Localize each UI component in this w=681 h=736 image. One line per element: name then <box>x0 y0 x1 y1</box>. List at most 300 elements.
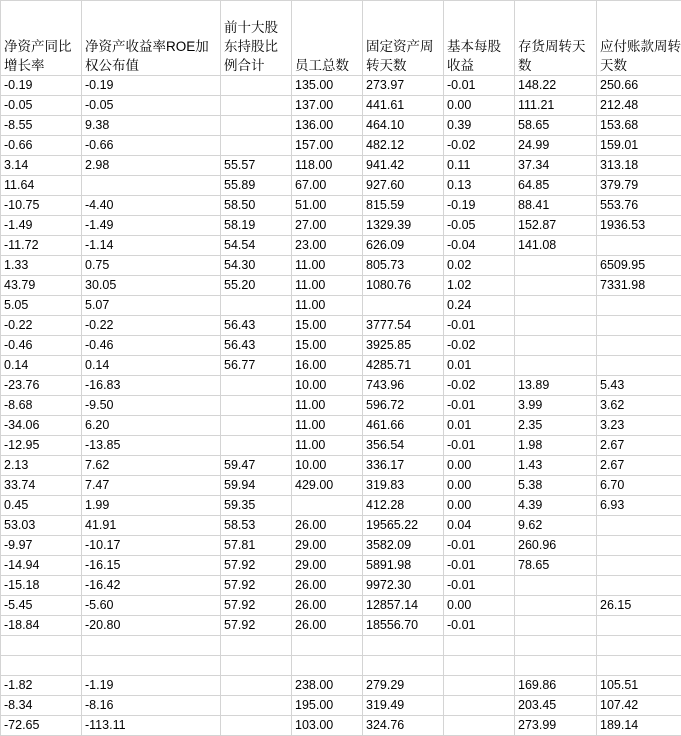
table-cell[interactable]: -8.34 <box>1 696 82 716</box>
table-cell[interactable]: 0.01 <box>444 416 515 436</box>
table-cell[interactable]: 37.34 <box>515 156 597 176</box>
table-cell[interactable] <box>292 636 363 656</box>
table-row <box>1 216 681 236</box>
table-cell[interactable] <box>515 256 597 276</box>
table-cell[interactable]: 88.41 <box>515 196 597 216</box>
table-cell[interactable]: 7331.98 <box>597 276 681 296</box>
table-row <box>1 596 681 616</box>
header-cell[interactable]: 固定资产周转天数 <box>363 1 444 76</box>
table-row <box>1 76 681 96</box>
table-cell[interactable]: -0.01 <box>444 436 515 456</box>
table-cell[interactable] <box>1 656 82 676</box>
table-cell[interactable]: -0.46 <box>1 336 82 356</box>
table-cell[interactable] <box>597 516 681 536</box>
table-cell[interactable]: 56.77 <box>221 356 292 376</box>
table-cell[interactable] <box>515 316 597 336</box>
table-cell[interactable]: 159.01 <box>597 136 681 156</box>
table-cell[interactable]: -0.05 <box>1 96 82 116</box>
table-cell[interactable]: 0.14 <box>1 356 82 376</box>
table-cell[interactable]: 26.00 <box>292 516 363 536</box>
table-cell[interactable]: -0.19 <box>82 76 221 96</box>
table-cell[interactable] <box>221 116 292 136</box>
table-cell[interactable]: 4285.71 <box>363 356 444 376</box>
table-cell[interactable]: -0.01 <box>444 76 515 96</box>
table-cell[interactable]: -0.01 <box>444 616 515 636</box>
table-cell[interactable]: 3582.09 <box>363 536 444 556</box>
table-cell[interactable]: -14.94 <box>1 556 82 576</box>
table-row <box>1 196 681 216</box>
table-cell[interactable]: 212.48 <box>597 96 681 116</box>
table-cell[interactable]: 15.00 <box>292 336 363 356</box>
table-cell[interactable]: -0.01 <box>444 316 515 336</box>
table-cell[interactable]: 379.79 <box>597 176 681 196</box>
table-cell[interactable]: 111.21 <box>515 96 597 116</box>
table-cell[interactable]: 0.02 <box>444 256 515 276</box>
table-cell[interactable]: 6509.95 <box>597 256 681 276</box>
table-cell[interactable]: -113.11 <box>82 716 221 736</box>
table-body <box>1 76 681 736</box>
table-cell[interactable]: 0.00 <box>444 496 515 516</box>
table-row <box>1 636 681 656</box>
table-cell[interactable]: 4.39 <box>515 496 597 516</box>
table-cell[interactable]: 11.00 <box>292 276 363 296</box>
table-cell[interactable]: -8.68 <box>1 396 82 416</box>
table-row <box>1 356 681 376</box>
table-cell[interactable]: 356.54 <box>363 436 444 456</box>
table-row <box>1 316 681 336</box>
table-cell[interactable]: 0.14 <box>82 356 221 376</box>
table-cell[interactable]: 1.98 <box>515 436 597 456</box>
table-cell[interactable]: 24.99 <box>515 136 597 156</box>
table-cell[interactable]: 3.62 <box>597 396 681 416</box>
table-cell[interactable]: 0.00 <box>444 96 515 116</box>
table-cell[interactable]: 1080.76 <box>363 276 444 296</box>
table-cell[interactable] <box>515 656 597 676</box>
table-cell[interactable]: 0.00 <box>444 456 515 476</box>
table-cell[interactable] <box>597 656 681 676</box>
table-cell[interactable]: 29.00 <box>292 556 363 576</box>
table-cell[interactable]: -0.01 <box>444 536 515 556</box>
table-cell[interactable]: 2.98 <box>82 156 221 176</box>
table-cell[interactable]: 10.00 <box>292 456 363 476</box>
table-cell[interactable]: -0.66 <box>82 136 221 156</box>
table-cell[interactable] <box>221 76 292 96</box>
table-cell[interactable]: -5.60 <box>82 596 221 616</box>
table-cell[interactable]: 157.00 <box>292 136 363 156</box>
table-cell[interactable]: -16.83 <box>82 376 221 396</box>
table-cell[interactable] <box>444 656 515 676</box>
table-cell[interactable]: 0.13 <box>444 176 515 196</box>
table-cell[interactable] <box>515 596 597 616</box>
table-cell[interactable]: 0.00 <box>444 476 515 496</box>
table-cell[interactable]: 29.00 <box>292 536 363 556</box>
table-cell[interactable]: 19565.22 <box>363 516 444 536</box>
table-cell[interactable] <box>597 576 681 596</box>
table-cell[interactable]: 5.38 <box>515 476 597 496</box>
table-cell[interactable]: -10.75 <box>1 196 82 216</box>
table-cell[interactable]: 2.67 <box>597 456 681 476</box>
table-cell[interactable]: 0.39 <box>444 116 515 136</box>
table-cell[interactable]: -0.04 <box>444 236 515 256</box>
table-row <box>1 276 681 296</box>
table-cell[interactable] <box>221 96 292 116</box>
table-row <box>1 376 681 396</box>
table-row <box>1 416 681 436</box>
table-cell[interactable]: -1.82 <box>1 676 82 696</box>
table-cell[interactable]: -1.49 <box>82 216 221 236</box>
table-cell[interactable] <box>221 296 292 316</box>
table-cell[interactable]: 9972.30 <box>363 576 444 596</box>
table-cell[interactable]: 135.00 <box>292 76 363 96</box>
table-row <box>1 516 681 536</box>
table-cell[interactable]: 11.00 <box>292 396 363 416</box>
table-cell[interactable]: -0.19 <box>444 196 515 216</box>
table-cell[interactable]: 59.47 <box>221 456 292 476</box>
table-cell[interactable]: -0.01 <box>444 576 515 596</box>
table-cell[interactable] <box>1 636 82 656</box>
table-cell[interactable]: 250.66 <box>597 76 681 96</box>
table-cell[interactable]: -16.15 <box>82 556 221 576</box>
table-cell[interactable]: 3777.54 <box>363 316 444 336</box>
table-cell[interactable]: 0.75 <box>82 256 221 276</box>
table-cell[interactable]: 23.00 <box>292 236 363 256</box>
table-cell[interactable]: -8.16 <box>82 696 221 716</box>
table-cell[interactable]: 103.00 <box>292 716 363 736</box>
table-cell[interactable]: 927.60 <box>363 176 444 196</box>
table-cell[interactable]: 7.47 <box>82 476 221 496</box>
table-cell[interactable]: -1.49 <box>1 216 82 236</box>
table-cell[interactable]: 273.99 <box>515 716 597 736</box>
table-cell[interactable]: -0.19 <box>1 76 82 96</box>
table-cell[interactable]: 0.01 <box>444 356 515 376</box>
table-cell[interactable]: 0.24 <box>444 296 515 316</box>
table-cell[interactable]: 805.73 <box>363 256 444 276</box>
table-cell[interactable] <box>82 636 221 656</box>
table-cell[interactable] <box>515 336 597 356</box>
table-cell[interactable]: 9.62 <box>515 516 597 536</box>
table-cell[interactable]: 78.65 <box>515 556 597 576</box>
table-row <box>1 556 681 576</box>
table-row <box>1 656 681 676</box>
table-cell[interactable]: 11.00 <box>292 256 363 276</box>
table-cell[interactable] <box>597 236 681 256</box>
table-cell[interactable]: -18.84 <box>1 616 82 636</box>
table-cell[interactable] <box>82 656 221 676</box>
table-cell[interactable]: -0.01 <box>444 396 515 416</box>
table-row <box>1 176 681 196</box>
table-cell[interactable]: 27.00 <box>292 216 363 236</box>
table-cell[interactable]: 9.38 <box>82 116 221 136</box>
table-row <box>1 336 681 356</box>
table-cell[interactable]: 6.20 <box>82 416 221 436</box>
table-cell[interactable]: 626.09 <box>363 236 444 256</box>
table-cell[interactable] <box>221 636 292 656</box>
table-cell[interactable] <box>292 496 363 516</box>
table-cell[interactable]: 58.19 <box>221 216 292 236</box>
table-cell[interactable]: 26.00 <box>292 576 363 596</box>
table-cell[interactable]: 118.00 <box>292 156 363 176</box>
table-cell[interactable] <box>444 676 515 696</box>
table-cell[interactable]: 324.76 <box>363 716 444 736</box>
table-cell[interactable]: 64.85 <box>515 176 597 196</box>
table-cell[interactable]: -16.42 <box>82 576 221 596</box>
table-cell[interactable]: 26.00 <box>292 596 363 616</box>
table-cell[interactable]: 16.00 <box>292 356 363 376</box>
header-cell[interactable]: 净资产同比增长率 <box>1 1 82 76</box>
table-cell[interactable] <box>363 296 444 316</box>
table-cell[interactable]: 429.00 <box>292 476 363 496</box>
table-cell[interactable]: -0.05 <box>82 96 221 116</box>
table-cell[interactable]: 461.66 <box>363 416 444 436</box>
table-cell[interactable] <box>597 616 681 636</box>
table-cell[interactable]: 319.49 <box>363 696 444 716</box>
table-cell[interactable]: -1.14 <box>82 236 221 256</box>
table-cell[interactable]: -11.72 <box>1 236 82 256</box>
table-cell[interactable] <box>597 556 681 576</box>
table-cell[interactable]: -0.66 <box>1 136 82 156</box>
table-cell[interactable]: 57.81 <box>221 536 292 556</box>
header-cell[interactable]: 存货周转天数 <box>515 1 597 76</box>
table-cell[interactable]: 10.00 <box>292 376 363 396</box>
table-cell[interactable]: 18556.70 <box>363 616 444 636</box>
table-cell[interactable]: 3.14 <box>1 156 82 176</box>
table-cell[interactable]: 56.43 <box>221 336 292 356</box>
table-cell[interactable]: 57.92 <box>221 596 292 616</box>
table-cell[interactable] <box>444 696 515 716</box>
table-cell[interactable]: 2.35 <box>515 416 597 436</box>
table-cell[interactable] <box>597 536 681 556</box>
table-cell[interactable]: 59.35 <box>221 496 292 516</box>
table-cell[interactable]: 1.43 <box>515 456 597 476</box>
table-cell[interactable]: 1936.53 <box>597 216 681 236</box>
table-cell[interactable]: 56.43 <box>221 316 292 336</box>
header-cell[interactable]: 应付账款周转天数 <box>597 1 681 76</box>
table-cell[interactable] <box>515 356 597 376</box>
table-cell[interactable]: 136.00 <box>292 116 363 136</box>
table-cell[interactable]: -8.55 <box>1 116 82 136</box>
table-cell[interactable]: 11.00 <box>292 436 363 456</box>
table-cell[interactable]: 11.64 <box>1 176 82 196</box>
table-cell[interactable] <box>363 636 444 656</box>
table-cell[interactable]: 41.91 <box>82 516 221 536</box>
table-row <box>1 116 681 136</box>
table-cell[interactable]: 464.10 <box>363 116 444 136</box>
table-cell[interactable]: 0.45 <box>1 496 82 516</box>
header-cell[interactable]: 基本每股收益 <box>444 1 515 76</box>
table-cell[interactable]: 1.33 <box>1 256 82 276</box>
table-cell[interactable] <box>221 696 292 716</box>
table-cell[interactable]: 238.00 <box>292 676 363 696</box>
table-cell[interactable]: -9.97 <box>1 536 82 556</box>
table-cell[interactable]: -0.22 <box>1 316 82 336</box>
table-cell[interactable]: 57.92 <box>221 556 292 576</box>
table-cell[interactable]: -9.50 <box>82 396 221 416</box>
header-cell[interactable]: 员工总数 <box>292 1 363 76</box>
table-cell[interactable]: 53.03 <box>1 516 82 536</box>
table-cell[interactable]: 54.30 <box>221 256 292 276</box>
table-cell[interactable]: 260.96 <box>515 536 597 556</box>
table-cell[interactable]: 30.05 <box>82 276 221 296</box>
table-cell[interactable]: 55.20 <box>221 276 292 296</box>
table-cell[interactable]: -20.80 <box>82 616 221 636</box>
table-cell[interactable] <box>363 656 444 676</box>
header-row <box>1 1 681 76</box>
table-row <box>1 576 681 596</box>
table-cell[interactable]: 153.68 <box>597 116 681 136</box>
header-cell[interactable]: 净资产收益率ROE加权公布值 <box>82 1 221 76</box>
table-cell[interactable]: 412.28 <box>363 496 444 516</box>
table-cell[interactable]: 815.59 <box>363 196 444 216</box>
table-cell[interactable]: 55.57 <box>221 156 292 176</box>
table-cell[interactable] <box>597 636 681 656</box>
table-cell[interactable]: 169.86 <box>515 676 597 696</box>
table-cell[interactable]: 141.08 <box>515 236 597 256</box>
table-cell[interactable] <box>221 716 292 736</box>
table-cell[interactable]: 33.74 <box>1 476 82 496</box>
table-row <box>1 96 681 116</box>
table-cell[interactable] <box>597 316 681 336</box>
table-cell[interactable]: 279.29 <box>363 676 444 696</box>
table-cell[interactable]: 3.99 <box>515 396 597 416</box>
table-cell[interactable]: 203.45 <box>515 696 597 716</box>
table-cell[interactable]: 0.11 <box>444 156 515 176</box>
table-cell[interactable]: 195.00 <box>292 696 363 716</box>
table-cell[interactable]: 336.17 <box>363 456 444 476</box>
table-cell[interactable] <box>221 676 292 696</box>
table-cell[interactable] <box>597 336 681 356</box>
table-cell[interactable]: 54.54 <box>221 236 292 256</box>
table-cell[interactable]: 5.05 <box>1 296 82 316</box>
table-cell[interactable]: 59.94 <box>221 476 292 496</box>
table-cell[interactable]: 67.00 <box>292 176 363 196</box>
table-cell[interactable] <box>515 636 597 656</box>
table-cell[interactable]: -0.01 <box>444 556 515 576</box>
table-cell[interactable]: 107.42 <box>597 696 681 716</box>
table-cell[interactable]: -0.02 <box>444 376 515 396</box>
table-cell[interactable]: 313.18 <box>597 156 681 176</box>
table-cell[interactable]: 12857.14 <box>363 596 444 616</box>
table-cell[interactable]: 7.62 <box>82 456 221 476</box>
table-cell[interactable]: 743.96 <box>363 376 444 396</box>
table-cell[interactable] <box>221 656 292 676</box>
table-cell[interactable]: 273.97 <box>363 76 444 96</box>
table-cell[interactable]: 441.61 <box>363 96 444 116</box>
table-cell[interactable]: 58.53 <box>221 516 292 536</box>
table-cell[interactable]: -12.95 <box>1 436 82 456</box>
table-cell[interactable]: 5.43 <box>597 376 681 396</box>
table-cell[interactable]: -0.46 <box>82 336 221 356</box>
table-cell[interactable]: 152.87 <box>515 216 597 236</box>
table-cell[interactable]: 43.79 <box>1 276 82 296</box>
table-cell[interactable]: 596.72 <box>363 396 444 416</box>
table-cell[interactable]: 13.89 <box>515 376 597 396</box>
table-cell[interactable]: 553.76 <box>597 196 681 216</box>
table-cell[interactable]: 55.89 <box>221 176 292 196</box>
table-cell[interactable]: 1329.39 <box>363 216 444 236</box>
table-cell[interactable]: 6.93 <box>597 496 681 516</box>
table-cell[interactable]: -4.40 <box>82 196 221 216</box>
table-cell[interactable]: 3925.85 <box>363 336 444 356</box>
table-cell[interactable]: -0.22 <box>82 316 221 336</box>
table-cell[interactable] <box>221 416 292 436</box>
table-cell[interactable]: 3.23 <box>597 416 681 436</box>
table-cell[interactable]: 5891.98 <box>363 556 444 576</box>
table-cell[interactable]: 482.12 <box>363 136 444 156</box>
table-cell[interactable]: -34.06 <box>1 416 82 436</box>
table-cell[interactable]: 941.42 <box>363 156 444 176</box>
table-row <box>1 236 681 256</box>
table-cell[interactable]: 105.51 <box>597 676 681 696</box>
table-cell[interactable] <box>221 396 292 416</box>
table-cell[interactable] <box>515 616 597 636</box>
table-cell[interactable]: 137.00 <box>292 96 363 116</box>
table-row <box>1 536 681 556</box>
table-cell[interactable]: -0.02 <box>444 336 515 356</box>
table-cell[interactable]: 0.00 <box>444 596 515 616</box>
table-cell[interactable] <box>444 716 515 736</box>
table-cell[interactable] <box>515 276 597 296</box>
table-cell[interactable] <box>221 136 292 156</box>
table-cell[interactable] <box>597 356 681 376</box>
table-row <box>1 136 681 156</box>
table-cell[interactable]: -23.76 <box>1 376 82 396</box>
table-cell[interactable]: -5.45 <box>1 596 82 616</box>
table-cell[interactable] <box>515 296 597 316</box>
table-cell[interactable]: 57.92 <box>221 576 292 596</box>
table-cell[interactable]: 6.70 <box>597 476 681 496</box>
table-cell[interactable] <box>515 576 597 596</box>
table-cell[interactable]: 15.00 <box>292 316 363 336</box>
table-cell[interactable] <box>82 176 221 196</box>
table-cell[interactable]: -72.65 <box>1 716 82 736</box>
table-cell[interactable]: 0.04 <box>444 516 515 536</box>
table-cell[interactable]: -15.18 <box>1 576 82 596</box>
table-row <box>1 716 681 736</box>
table-cell[interactable]: 57.92 <box>221 616 292 636</box>
table-cell[interactable] <box>221 436 292 456</box>
table-cell[interactable]: 319.83 <box>363 476 444 496</box>
table-cell[interactable] <box>597 296 681 316</box>
table-cell[interactable]: -0.05 <box>444 216 515 236</box>
table-cell[interactable]: 2.13 <box>1 456 82 476</box>
table-cell[interactable]: 51.00 <box>292 196 363 216</box>
table-row <box>1 256 681 276</box>
table-cell[interactable]: 26.00 <box>292 616 363 636</box>
table-cell[interactable]: 148.22 <box>515 76 597 96</box>
table-cell[interactable]: 2.67 <box>597 436 681 456</box>
table-cell[interactable]: 5.07 <box>82 296 221 316</box>
table-cell[interactable]: 1.99 <box>82 496 221 516</box>
table-cell[interactable] <box>221 376 292 396</box>
table-row <box>1 396 681 416</box>
table-cell[interactable]: -0.02 <box>444 136 515 156</box>
table-cell[interactable] <box>292 656 363 676</box>
table-cell[interactable]: 58.65 <box>515 116 597 136</box>
table-cell[interactable]: -1.19 <box>82 676 221 696</box>
table-cell[interactable]: 26.15 <box>597 596 681 616</box>
table-cell[interactable]: 189.14 <box>597 716 681 736</box>
header-cell[interactable]: 前十大股东持股比例合计 <box>221 1 292 76</box>
table-cell[interactable]: -10.17 <box>82 536 221 556</box>
table-row <box>1 156 681 176</box>
table-cell[interactable]: 58.50 <box>221 196 292 216</box>
table-cell[interactable]: 1.02 <box>444 276 515 296</box>
table-row <box>1 456 681 476</box>
table-cell[interactable]: -13.85 <box>82 436 221 456</box>
table-cell[interactable]: 11.00 <box>292 416 363 436</box>
table-cell[interactable] <box>444 636 515 656</box>
table-cell[interactable]: 11.00 <box>292 296 363 316</box>
